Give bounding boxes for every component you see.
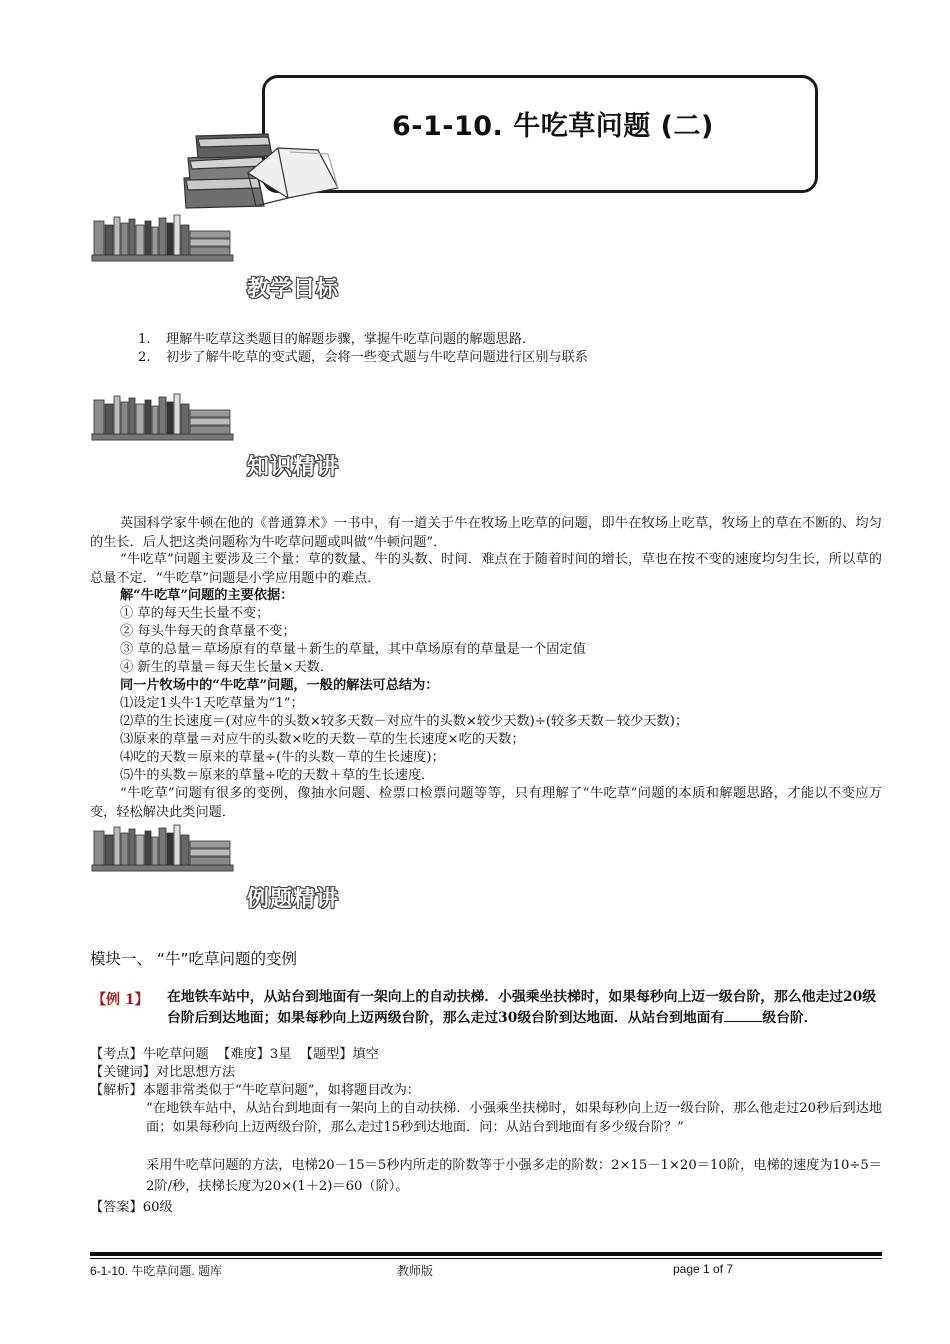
goal-text: 初步了解牛吃草的变式题，会将一些变式题与牛吃草问题进行区别与联系 — [166, 350, 588, 365]
kaodian-label: 【考点】 — [90, 1047, 143, 1062]
type-value: 填空 — [352, 1047, 379, 1062]
analysis-row — [90, 1082, 420, 1101]
basis-item: ① 草的每天生长量不变； — [120, 606, 270, 621]
basis-item: ② 每头牛每天的食草量不变； — [120, 624, 296, 639]
knowledge-intro-2: “牛吃草”问题主要涉及三个量：草的数量、牛的头数、时间．难点在于随着时间的增长，草也在按不变的速度均匀生长，所以草的总量不定．“牛吃草”问题是小学应用题中的难点． — [90, 552, 882, 586]
knowledge-intro-1: 英国科学家牛顿在他的《普通算术》一书中，有一道关于牛在牧场上吃草的问题，即牛在牧场上吃草，牧场上的草在不断的、均匀的生长．后人把这类问题称为牛吃草问题或叫做“牛顿问题”． — [90, 516, 882, 550]
kaodian-value: 牛吃草问题 — [142, 1047, 209, 1062]
books-stack-icon — [178, 118, 343, 210]
difficulty-label: 【难度】 — [217, 1047, 270, 1062]
question-text-end: 级台阶． — [762, 1010, 818, 1026]
answer-value: 60级 — [142, 1200, 173, 1215]
bookshelf-icon — [90, 213, 235, 263]
example-label: 【例 1】 — [92, 992, 149, 1008]
footer-divider-thin — [90, 1258, 882, 1259]
module-title: 模块一、 “牛”吃草问题的变例 — [90, 950, 297, 968]
section-heading-goals: 教学目标 — [247, 277, 340, 302]
goal-item — [138, 331, 526, 350]
keywords-row — [90, 1064, 235, 1083]
method-item: ⑴设定1头牛1天吃草量为“1”； — [120, 696, 304, 711]
goal-number: 2. — [138, 350, 151, 365]
section-heading-examples: 例题精讲 — [247, 887, 340, 912]
basis-item: ④ 新生的草量＝每天生长量×天数． — [120, 660, 334, 675]
knowledge-closing: “牛吃草”问题有很多的变例，像抽水问题、检票口检票问题等等，只有理解了“牛吃草”问题的本质和解题思路，才能以不变应万变，轻松解决此类问题． — [90, 786, 882, 820]
page-title: 6-1-10. 牛吃草问题 (二) — [392, 111, 714, 142]
analysis-method: 采用牛吃草问题的方法，电梯20－15＝5秒内所走的阶数等于小强多走的阶数：2×15－1×20＝10阶，电梯的速度为10÷5＝2阶/秒，扶梯长度为20×(1＋2)＝60（阶）。 — [146, 1158, 882, 1194]
analysis-label: 【解析】 — [90, 1083, 143, 1098]
bookshelf-icon — [90, 823, 235, 873]
type-label: 【题型】 — [299, 1047, 353, 1062]
difficulty-value: 3星 — [269, 1047, 292, 1062]
basis-title: 解“牛吃草”问题的主要依据： — [120, 588, 294, 603]
goal-number: 1. — [138, 332, 151, 347]
answer-label: 【答案】 — [90, 1200, 143, 1215]
section-heading-knowledge: 知识精讲 — [247, 455, 340, 480]
footer-center: 教师版 — [397, 1264, 434, 1278]
example-meta — [90, 1046, 379, 1065]
footer-page-number: page 1 of 7 — [673, 1262, 734, 1276]
answer-row — [90, 1199, 173, 1218]
keywords-label: 【关键词】 — [90, 1065, 156, 1080]
goal-item — [138, 349, 588, 368]
method-item: ⑸牛的头数＝原来的草量÷吃的天数＋草的生长速度． — [120, 768, 435, 783]
footer-divider — [90, 1252, 882, 1256]
footer-left: 6-1-10. 牛吃草问题. 题库 — [90, 1264, 223, 1278]
bookshelf-icon — [90, 392, 235, 442]
analysis-quote: “在地铁车站中，从站台到地面有一架向上的自动扶梯．小强乘坐扶梯时，如果每秒向上迈一级台阶，那么他走过20秒后到达地面；如果每秒向上迈两级台阶，那么走过15秒到达地面．问：从站台到地面有多少级台阶？” — [146, 1101, 882, 1135]
keywords-value: 对比思想方法 — [155, 1065, 236, 1080]
analysis-intro: 本题非常类似于“牛吃草问题”，如将题目改为： — [142, 1083, 420, 1098]
example-question — [167, 987, 885, 1029]
answer-blank — [724, 1009, 762, 1022]
basis-item: ③ 草的总量＝草场原有的草量＋新生的草量，其中草场原有的草量是一个固定值 — [120, 642, 586, 657]
method-item: ⑷吃的天数＝原来的草量÷(牛的头数－草的生长速度)； — [120, 750, 445, 765]
method-title: 同一片牧场中的“牛吃草”问题，一般的解法可总结为： — [120, 678, 439, 693]
goal-text: 理解牛吃草这类题目的解题步骤，掌握牛吃草问题的解题思路. — [166, 332, 527, 347]
method-item: ⑵草的生长速度＝(对应牛的头数×较多天数－对应牛的头数×较少天数)÷(较多天数－较少天数)； — [120, 714, 689, 729]
question-text: 在地铁车站中，从站台到地面有一架向上的自动扶梯．小强乘坐扶梯时，如果每秒向上迈一级台阶，那么他走过20级台阶后到达地面；如果每秒向上迈两级台阶，那么走过30级台阶到达地面．从站台到地面有 — [167, 989, 877, 1026]
method-item: ⑶原来的草量＝对应牛的头数×吃的天数－草的生长速度×吃的天数； — [120, 732, 525, 747]
